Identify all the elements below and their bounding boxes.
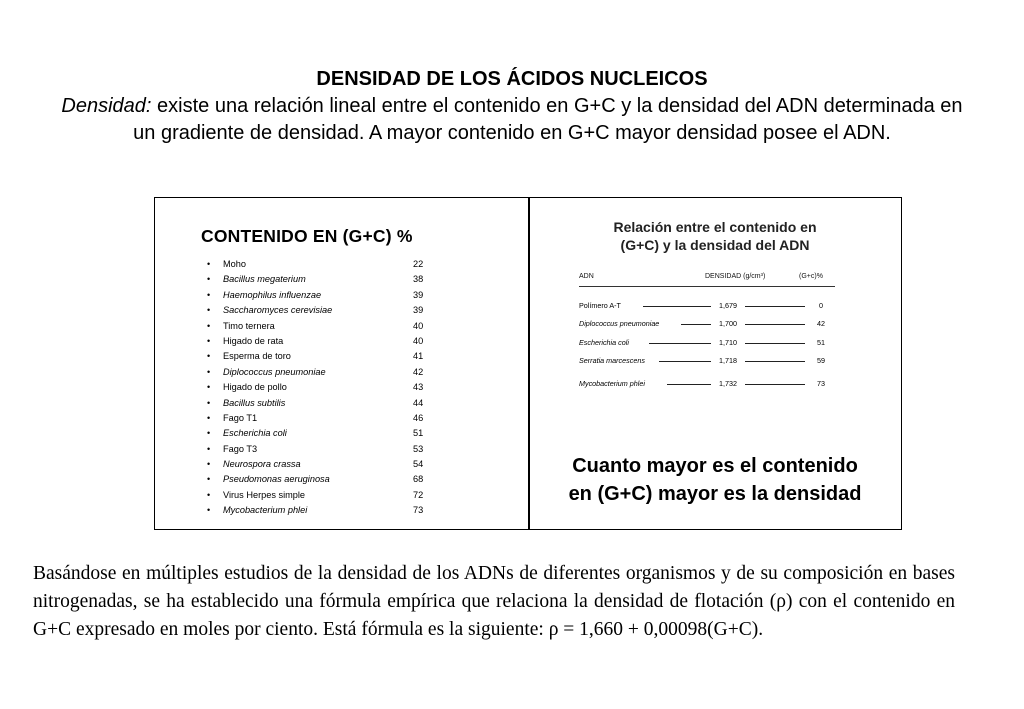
- species-name: Higado de rata: [223, 335, 284, 346]
- gc-value: 0: [819, 301, 823, 310]
- list-item: [201, 380, 451, 395]
- figure-panel: [154, 197, 902, 530]
- leader-line: [643, 306, 711, 307]
- bullet-icon: •: [207, 428, 211, 439]
- header: [60, 66, 964, 147]
- species-gc-value: 43: [413, 382, 424, 393]
- caption-line1: Cuanto mayor es el contenido: [572, 455, 858, 477]
- density-relation-title-line1: Relación entre el contenido en: [613, 219, 817, 235]
- density-relation-title: [529, 218, 901, 254]
- list-item: [201, 426, 451, 441]
- leader-line: [745, 384, 805, 385]
- density-value: 1,700: [719, 319, 737, 328]
- list-item: [201, 349, 451, 364]
- species-name: Neurospora crassa: [223, 459, 301, 470]
- density-value: 1,718: [719, 356, 737, 365]
- list-item: [201, 442, 451, 457]
- header-lead: Densidad:: [61, 95, 152, 117]
- leader-line: [659, 361, 711, 362]
- list-item: [201, 488, 451, 503]
- table-row: [529, 319, 901, 331]
- species-gc-value: 38: [413, 274, 424, 285]
- leader-line: [745, 361, 805, 362]
- header-text: existe una relación lineal entre el contenido en G+C y la densidad del ADN determinada en un gradiente de densidad. A mayor contenido en G+C mayor densidad posee el ADN.: [133, 95, 963, 144]
- species-name: Higado de pollo: [223, 382, 287, 393]
- list-item: [201, 303, 451, 318]
- bullet-icon: •: [207, 474, 211, 485]
- gc-content-title: CONTENIDO EN (G+C) %: [201, 226, 413, 246]
- species-name: Pseudomonas aeruginosa: [223, 474, 330, 485]
- gc-value: 59: [817, 356, 825, 365]
- list-item: [201, 396, 451, 411]
- bullet-icon: •: [207, 382, 211, 393]
- column-header-density: DENSIDAD (g/cm³): [705, 273, 766, 280]
- list-item: [201, 319, 451, 334]
- list-item: [201, 411, 451, 426]
- dna-name: Diplococcus pneumoniae: [579, 319, 660, 328]
- leader-line: [649, 343, 711, 344]
- leader-line: [667, 384, 711, 385]
- leader-line: [745, 343, 805, 344]
- density-value: 1,732: [719, 379, 737, 388]
- leader-line: [745, 306, 805, 307]
- bullet-icon: •: [207, 489, 211, 500]
- bullet-icon: •: [207, 259, 211, 269]
- column-header-gc: (G+c)%: [799, 273, 823, 280]
- species-gc-value: 39: [413, 305, 424, 316]
- page-title: DENSIDAD DE LOS ÁCIDOS NUCLEICOS: [316, 68, 708, 90]
- bullet-icon: •: [207, 397, 211, 408]
- list-item: [201, 272, 451, 287]
- gc-value: 73: [817, 379, 825, 388]
- species-gc-value: 42: [413, 366, 424, 377]
- bullet-icon: •: [207, 459, 211, 470]
- species-name: Timo ternera: [223, 320, 275, 331]
- table-row: [529, 379, 901, 391]
- species-name: Virus Herpes simple: [223, 489, 306, 500]
- dna-name: Escherichia coli: [579, 338, 629, 347]
- species-gc-value: 72: [413, 489, 424, 500]
- density-relation-title-line2: (G+C) y la densidad del ADN: [620, 237, 810, 253]
- list-item: [201, 365, 451, 380]
- leader-line: [745, 324, 805, 325]
- header-rule: [579, 286, 835, 287]
- bullet-icon: •: [207, 443, 211, 454]
- gc-content-panel: [201, 226, 451, 519]
- list-item: [201, 257, 451, 272]
- species-name: Moho: [223, 259, 246, 269]
- bullet-icon: •: [207, 305, 211, 316]
- density-relation-panel: [529, 198, 901, 529]
- bullet-icon: •: [207, 335, 211, 346]
- table-row: [529, 338, 901, 350]
- species-gc-value: 44: [413, 397, 424, 408]
- species-name: Haemophilus influenzae: [223, 289, 322, 300]
- leader-line: [681, 324, 711, 325]
- species-gc-value: 39: [413, 289, 424, 300]
- species-gc-value: 53: [413, 443, 424, 454]
- species-gc-value: 51: [413, 428, 424, 439]
- density-value: 1,710: [719, 338, 737, 347]
- species-name: Bacillus subtilis: [223, 397, 286, 408]
- dna-name: Serratia marcescens: [579, 356, 645, 365]
- species-gc-value: 40: [413, 320, 424, 331]
- table-row: [529, 356, 901, 368]
- bullet-icon: •: [207, 412, 211, 423]
- bullet-icon: •: [207, 351, 211, 362]
- bullet-icon: •: [207, 320, 211, 331]
- list-item: [201, 472, 451, 487]
- bullet-icon: •: [207, 505, 211, 516]
- column-header-adn: ADN: [579, 273, 594, 280]
- species-gc-value: 41: [413, 351, 424, 362]
- bullet-icon: •: [207, 289, 211, 300]
- species-name: Esperma de toro: [223, 351, 291, 362]
- bullet-icon: •: [207, 366, 211, 377]
- species-gc-value: 68: [413, 474, 424, 485]
- species-gc-value: 54: [413, 459, 424, 470]
- list-item: [201, 334, 451, 349]
- species-name: Diplococcus pneumoniae: [223, 366, 326, 377]
- gc-value: 51: [817, 338, 825, 347]
- species-name: Escherichia coli: [223, 428, 287, 439]
- species-gc-value: 46: [413, 412, 424, 423]
- dna-name: Polímero A-T: [579, 301, 621, 310]
- species-name: Mycobacterium phlei: [223, 505, 308, 516]
- gc-value: 42: [817, 319, 825, 328]
- list-item: [201, 503, 451, 518]
- list-item: [201, 457, 451, 472]
- list-item: [201, 288, 451, 303]
- species-gc-value: 73: [413, 505, 424, 516]
- species-gc-value: 40: [413, 335, 424, 346]
- table-row: [529, 301, 901, 313]
- dna-name: Mycobacterium phlei: [579, 379, 645, 388]
- species-list: [201, 257, 451, 519]
- species-name: Saccharomyces cerevisiae: [223, 305, 333, 316]
- species-name: Fago T3: [223, 443, 258, 454]
- caption-line2: en (G+C) mayor es la densidad: [568, 483, 862, 505]
- species-gc-value: 22: [413, 259, 424, 269]
- density-value: 1,679: [719, 301, 737, 310]
- species-name: Bacillus megaterium: [223, 274, 306, 285]
- bullet-icon: •: [207, 274, 211, 285]
- body-paragraph: Basándose en múltiples estudios de la densidad de los ADNs de diferentes organismos y de su composición en bases nitrogenadas, se ha establecido una fórmula empírica que relaciona la densidad de flotación (ρ) con el contenido en G+C expresado en moles por ciento. Está fórmula es la siguiente: ρ = 1,660 + 0,00098(G+C).: [33, 563, 955, 640]
- figure-caption: [529, 452, 901, 508]
- species-name: Fago T1: [223, 412, 258, 423]
